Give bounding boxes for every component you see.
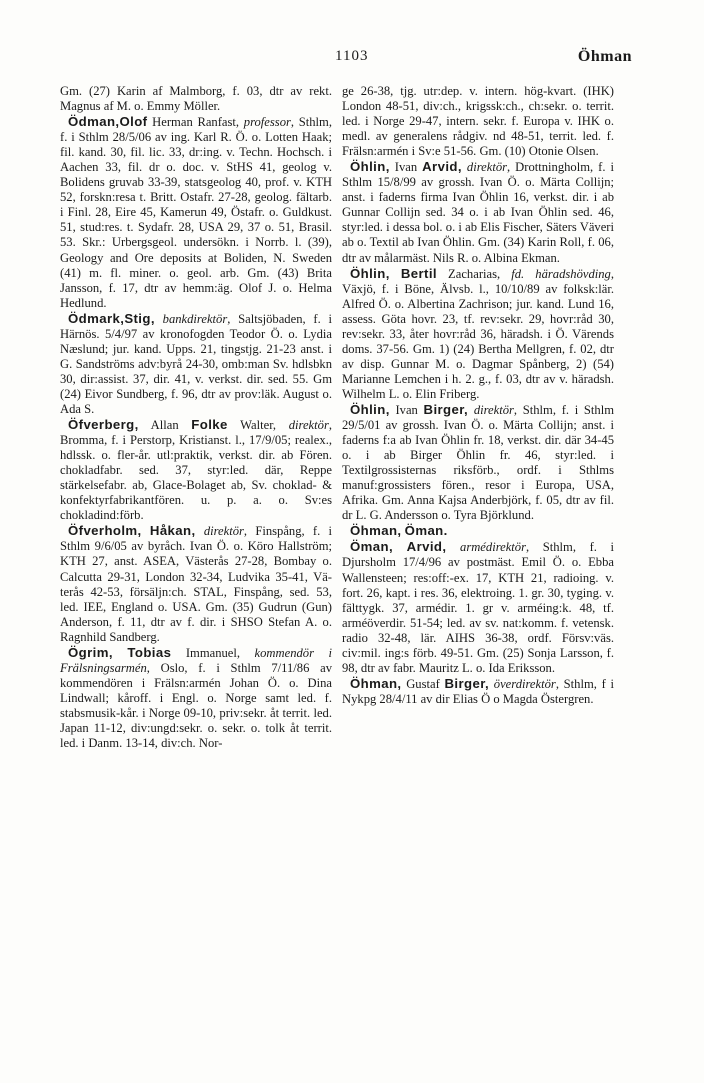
biography-entry bbox=[342, 539, 614, 675]
entry-given-name: Folke bbox=[191, 417, 228, 433]
entry-given-rest bbox=[155, 312, 163, 326]
entry-surname: Öfverberg, bbox=[68, 417, 139, 433]
biography-entry bbox=[60, 114, 332, 311]
entry-given-pre bbox=[113, 646, 128, 660]
entry-given-pre: Ivan bbox=[389, 402, 424, 417]
entry-title: kommendör i Frälsningsarmén bbox=[60, 645, 332, 675]
entry-text: ge 26-38, tjg. utr:dep. v. intern. hög-kvart. (IHK) London 48-51, div:ch., krigssk:ch., ch:sekr. o. territ. led. i Norge 29-47, intern. sekr. f. Europa v. IHK o. medl. av generalens rådgiv. nd 48-51, territ. led. f. Frälsn:armén i Sv:e 51-56. Gm. (10) Otonie Olsen. bbox=[342, 84, 614, 159]
entry-given-name: Birger, bbox=[444, 675, 490, 691]
entry-text: , Sthlm, f i Nykpg 28/4/11 av dir Elias Ö o Magda Östergren. bbox=[342, 676, 615, 706]
entry-given-name: Tobias bbox=[127, 644, 172, 660]
entry-text: , Saltsjöbaden, f. i Härnös. 5/4/97 av kronofogden Teodor Ö. o. Lydia Næslund; jur. kand. Upps. 21, tingstjg. 21-23 anst. i G. Sandströms adv:byrå 24-30, omb:man Sv. hdlsbkn 30, dir:assist. 37, dir. 41, v. verkst. dir. sed. 55. Gm (24) Eivor Sundberg, f. 96, dtr av prov:läk. August o. Ada S. bbox=[60, 311, 332, 416]
running-head: Öhman bbox=[577, 48, 632, 65]
entry-given-name: Birger, bbox=[423, 401, 469, 417]
entry-given-rest bbox=[446, 540, 460, 554]
entry-surname: Ögrim, bbox=[68, 644, 113, 660]
biography-entry bbox=[60, 311, 332, 417]
entry-surname: Öhman, bbox=[350, 523, 402, 539]
entry-given-rest: Immanuel, bbox=[171, 645, 255, 660]
entry-given-rest: Walter, bbox=[227, 418, 289, 433]
entry-text: , Bromma, f. i Perstorp, Kristianst. l., 17/9/05; realex., hdlssk. o. fler-år. utl:praktik, verkst. dir. ab Fören. chokladfabr. sed. 37, styr:led. där, Reppe stärkelsefabr. ab, Glace-Bolaget ab, Sv. choklad- & konfektyrfabrikantfören. u. p. a. o. Sv:es chokladind:förb. bbox=[60, 418, 332, 523]
entry-surname: Öhlin, bbox=[350, 159, 390, 175]
left-column bbox=[60, 84, 332, 751]
biography-entry bbox=[60, 645, 332, 751]
biography-entry bbox=[342, 402, 614, 523]
entry-surname: Ödman, bbox=[68, 114, 120, 130]
entry-text: , Finspång, f. i Sthlm 9/6/05 av byråch. Ivan Ö. o. Köro Hallström; KTH 27, anst. ASEA, Västerås 27-28, Bombay o. Calcutta 29-31, London 32-34, Ludvika 35-41, Vä-terås 42-53, försäljn:ch. STAL, Finspång, sed. 53, led. IEE, England o. USA. Gm. (35) Gudrun (Gun) Anderson, f. 11, dtr av f. dir. i SHSO Stefan A. o. Ragnhild Sandberg. bbox=[60, 524, 333, 644]
entry-title: direktör bbox=[466, 160, 508, 175]
entry-surname: Öhlin, bbox=[350, 401, 390, 417]
entry-given-pre bbox=[142, 524, 150, 538]
entry-given-name: Arvid, bbox=[422, 159, 462, 175]
entry-title: armédirektör bbox=[460, 540, 527, 555]
page-header bbox=[0, 48, 704, 72]
entry-title: direktör bbox=[473, 402, 514, 417]
entry-given-pre bbox=[393, 540, 407, 554]
biography-entry bbox=[342, 676, 614, 707]
biography-entry bbox=[342, 159, 614, 265]
entry-given-pre: Allan bbox=[138, 418, 192, 433]
entry-given-rest: Herman Ranfast, bbox=[147, 115, 244, 130]
entry-text: , Sthlm, f. i Sthlm 29/5/01 av grossh. Ivan Ö. o. Märta Collijn; anst. i faderns f:a ab Ivan Öhlin fr. 18, verkst. dir. där 34-45 o. i ab Birger Öhlin fr. 46, styr:led. i Textilgrossisternas riksförb., ordf. i Sthlms manuf:grossisters fören., resor i Europa, USA, Afrika. Gm. Anna Kajsa Anderbjörk, f. 05, dtr av fil. dr L. G. Andersson o. Tyra Björklund. bbox=[342, 402, 615, 523]
entry-surname: Öman, bbox=[350, 539, 394, 555]
entry-given-pre: Gustaf bbox=[401, 676, 445, 691]
entry-given-pre: Ivan bbox=[389, 160, 423, 175]
entry-given-name: Stig, bbox=[124, 310, 155, 326]
entry-continuation bbox=[60, 84, 332, 114]
biography-entry bbox=[342, 266, 614, 402]
entry-surname: Öhlin, bbox=[350, 265, 390, 281]
entry-text: , Sthlm, f. i Djursholm 17/4/96 av postmäst. Emil Ö. o. Ebba Wallensteen; res:off:-ex. 17, KTH 21, radioing. v. fort. 26, kapt. i res. 36, elektroing. 1. gr. 30, tyging. v. fälttygk. 37, armédir. 1. gr v. arméing:k. 48, tf. arméöverdir. 51-54; led. av sv. nat:komm. f. vetensk. radio 32-48, lär. AIHS 36-38, ordf. Försv:väs. civ:mil. ing:s förb. 49-51. Gm. (25) Sonja Larsson, f. 98, dtr av fabr. Mauritz L. o. Ida Eriksson. bbox=[342, 540, 614, 675]
entry-title: direktör bbox=[203, 524, 244, 539]
entry-title: överdirektör bbox=[493, 676, 556, 691]
entry-given-name: Håkan, bbox=[149, 523, 196, 539]
biography-entry bbox=[342, 523, 614, 539]
entry-given-name: Olof bbox=[119, 114, 148, 130]
entry-given-name: Arvid, bbox=[406, 539, 447, 555]
entry-text: , Växjö, f. i Böne, Älvsb. l., 10/10/89 av folksk:lär. Alfred Ö. o. Albertina Zachrison; jur. kand. Lund 16, assess. Göta hovr. 23, tf. rev:sekr. 29, hovr:råd 30, rev:sekr. 33, åter hovr:råd 36, häradsh. i Ö. Värends doms. 37-56. Gm. 1) (24) Bertha Mellgren, f. 02, dtr av disp. Gunnar M. o. Dagmar Spånberg, 2) (54) Marianne Lemchen i h. 2. g., f. 03, dtr av v. häradsh. Wilhelm L. o. Elin Friberg. bbox=[342, 266, 615, 401]
entry-surname: Ödmark, bbox=[68, 310, 125, 326]
entry-continuation bbox=[342, 84, 614, 159]
right-column bbox=[342, 84, 614, 707]
page-number: 1103 bbox=[335, 48, 369, 64]
entry-surname: Öfverholm, bbox=[68, 523, 142, 539]
entry-text: , Drottningholm, f. i Sthlm 15/8/99 av grossh. Ivan Ö. o. Märta Collijn; anst. i faderns firma Ivan Öhlin 16, verkst. dir. i ab Gunnar Collijn sed. 34 o. i ab Ivan Öhlin sed. 46, styr:led. i dessa bol. o. i ab Elis Fischer, Säters Väveri ab o. Textil ab Ivan Öhlin. Gm. (34) Karin Roll, f. 06, dtr av målarmäst. Nils R. o. Albina Ekman. bbox=[342, 160, 614, 265]
entry-text: Gm. (27) Karin af Malmborg, f. 03, dtr av rekt. Magnus af M. o. Emmy Möller. bbox=[60, 84, 332, 114]
entry-given-rest bbox=[196, 524, 204, 538]
biography-entry bbox=[60, 417, 332, 523]
entry-title: professor bbox=[243, 115, 291, 130]
entry-given-name: Öman. bbox=[404, 523, 448, 539]
entry-title: fd. häradshövding bbox=[511, 266, 611, 281]
entry-text: , Sthlm, f. i Sthlm 28/5/06 av ing. Karl R. Ö. o. Lotten Haak; fil. kand. 30, fil. lic. 33, dr:ing. v. Techn. Hochsch. i Aachen 33, fil. dr o. doc. v. StHS 41, geolog v. Bolidens gruvab 33-39, statsgeolog 40, prof. v. KTH 52, forskn:resa t. Britt. Ostafr. 27-28, geolog. fältarb. i Finl. 28, Eire 45, Kamerun 49, Östafr. o. Guldkust. 51, stud:res. t. Sydafr. 28, USA 29, 37 o. 51, Brasil. 53. Skr.: Urbergsgeol. undersökn. i Norrb. l. (39), Geology and Ore deposits at Boliden, N. Sweden (41) m. fl. miner. o. geol. arb. Gm. (43) Brita Jansson, f. 17, dtr av hemm:äg. Olof J. o. Helma Hedlund. bbox=[60, 115, 333, 310]
entry-title: bankdirektör bbox=[162, 311, 228, 326]
entry-given-rest: Zacharias, bbox=[436, 266, 512, 281]
entry-given-name: Bertil bbox=[400, 265, 437, 281]
entry-title: direktör bbox=[288, 418, 329, 433]
biography-entry bbox=[60, 523, 332, 644]
entry-given-pre bbox=[390, 267, 401, 281]
entry-surname: Öhman, bbox=[350, 675, 402, 691]
entry-text: , Oslo, f. i Sthlm 7/11/86 av kommendören i Frälsn:armén Johan Ö. o. Dina Lindwall; kåroff. i Engl. o. Norge samt led. f. stabsmusik-kår. i Norge 09-10, priv:sekr. åt territ. led. Japan 11-12, div:ungd:sekr. o. sekr. o. tolk åt territ. led. i Danm. 13-14, div:ch. Nor- bbox=[60, 660, 332, 751]
